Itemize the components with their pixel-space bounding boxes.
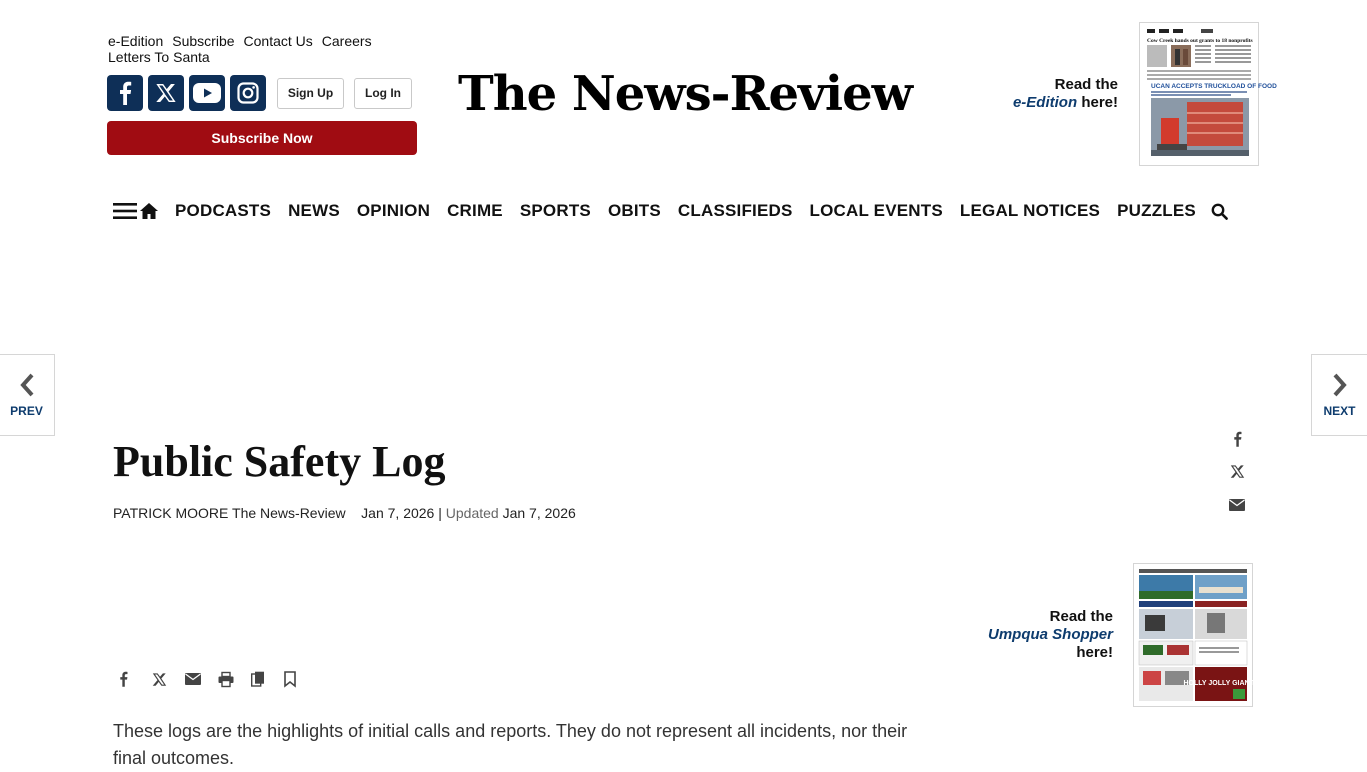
updated-date: Jan 7, 2026 bbox=[502, 505, 576, 521]
updated-label: Updated bbox=[445, 505, 499, 521]
facebook-icon bbox=[1233, 431, 1242, 447]
nav-crime[interactable]: CRIME bbox=[447, 201, 503, 220]
bookmark-icon bbox=[284, 671, 296, 687]
facebook-link[interactable] bbox=[107, 75, 143, 111]
eedition-link[interactable]: e-Edition bbox=[1012, 94, 1078, 111]
sign-up-button[interactable]: Sign Up bbox=[277, 78, 344, 109]
nav-news[interactable]: NEWS bbox=[288, 201, 340, 220]
shopper-thumbnail[interactable] bbox=[1133, 563, 1259, 707]
subscribe-now-button[interactable]: Subscribe Now bbox=[107, 121, 417, 155]
hamburger-icon bbox=[113, 202, 137, 220]
share-column bbox=[1226, 422, 1248, 521]
shopper-promo[interactable] bbox=[960, 608, 1113, 662]
nav-sports[interactable]: SPORTS bbox=[519, 201, 591, 220]
chevron-left-icon bbox=[18, 372, 36, 398]
prev-article-button[interactable] bbox=[0, 354, 55, 436]
article-lede: These logs are the highlights of initial calls and reports. They do not represent all incidents, nor their final outcomes. bbox=[113, 721, 908, 768]
top-utility-links bbox=[108, 33, 408, 65]
tool-email-button[interactable] bbox=[185, 668, 218, 690]
chevron-right-icon bbox=[1331, 372, 1349, 398]
share-facebook-button[interactable] bbox=[1226, 422, 1248, 455]
byline-separator: | bbox=[438, 505, 442, 521]
x-icon bbox=[1230, 464, 1245, 479]
nav-obits[interactable]: OBITS bbox=[607, 201, 661, 220]
nav-podcasts[interactable]: PODCASTS bbox=[175, 201, 272, 220]
youtube-link[interactable] bbox=[189, 75, 225, 111]
article-byline bbox=[113, 505, 576, 521]
share-x-button[interactable] bbox=[1226, 455, 1248, 488]
main-navigation bbox=[113, 198, 1263, 224]
log-in-button[interactable]: Log In bbox=[354, 78, 412, 109]
nav-puzzles[interactable]: PUZZLES bbox=[1117, 201, 1196, 220]
x-icon bbox=[152, 672, 167, 687]
shopper-link[interactable]: Umpqua Shopper bbox=[987, 626, 1113, 643]
article-tools bbox=[119, 668, 317, 690]
eedition-thumbnail[interactable] bbox=[1139, 22, 1277, 166]
home-link[interactable] bbox=[139, 202, 159, 220]
shopper-suffix: here! bbox=[1076, 644, 1113, 661]
shopper-prefix: Read the bbox=[1049, 608, 1113, 625]
x-icon bbox=[155, 82, 177, 104]
share-email-button[interactable] bbox=[1226, 488, 1248, 521]
published-date: Jan 7, 2026 bbox=[361, 505, 435, 521]
print-icon bbox=[218, 672, 234, 687]
tool-bookmark-button[interactable] bbox=[284, 668, 317, 690]
nav-legal-notices[interactable]: LEGAL NOTICES bbox=[959, 201, 1101, 220]
link-careers[interactable]: Careers bbox=[321, 33, 372, 49]
nav-opinion[interactable]: OPINION bbox=[356, 201, 431, 220]
next-article-button[interactable] bbox=[1311, 354, 1367, 436]
hamburger-menu[interactable] bbox=[113, 202, 137, 220]
nav-classifieds[interactable]: CLASSIFIEDS bbox=[677, 201, 793, 220]
facebook-icon bbox=[119, 671, 128, 687]
eedition-promo[interactable] bbox=[960, 76, 1118, 112]
tool-facebook-button[interactable] bbox=[119, 668, 152, 690]
article-title: Public Safety Log bbox=[113, 437, 446, 486]
instagram-icon bbox=[236, 81, 260, 105]
masthead-logo[interactable] bbox=[458, 62, 912, 126]
x-link[interactable] bbox=[148, 75, 184, 111]
copy-icon bbox=[251, 671, 265, 687]
next-label: NEXT bbox=[1323, 404, 1356, 418]
search-icon bbox=[1211, 203, 1228, 220]
search-button[interactable] bbox=[1211, 203, 1228, 220]
svg-text:The News-Review: The News-Review bbox=[458, 66, 912, 122]
svg-text:Cow Creek hands out grants to: Cow Creek hands out grants to 18 nonprofits bbox=[1147, 38, 1253, 44]
email-icon bbox=[1229, 499, 1245, 511]
author-link[interactable]: PATRICK MOORE The News-Review bbox=[113, 505, 346, 521]
link-e-edition[interactable]: e-Edition bbox=[108, 33, 164, 49]
tool-print-button[interactable] bbox=[218, 668, 251, 690]
social-account-row bbox=[107, 75, 412, 111]
link-letters-to-santa[interactable]: Letters To Santa bbox=[108, 49, 210, 65]
eedition-prefix: Read the bbox=[1054, 76, 1118, 93]
eedition-suffix: here! bbox=[1081, 94, 1118, 111]
svg-text:HOLLY JOLLY GIANTS: HOLLY JOLLY GIANTS bbox=[1183, 680, 1259, 687]
email-icon bbox=[185, 673, 201, 685]
tool-x-button[interactable] bbox=[152, 668, 185, 690]
nav-local-events[interactable]: LOCAL EVENTS bbox=[809, 201, 943, 220]
instagram-link[interactable] bbox=[230, 75, 266, 111]
home-icon bbox=[139, 202, 159, 220]
youtube-icon bbox=[193, 83, 221, 103]
prev-label: PREV bbox=[10, 404, 43, 418]
tool-copy-button[interactable] bbox=[251, 668, 284, 690]
link-contact-us[interactable]: Contact Us bbox=[243, 33, 313, 49]
svg-text:UCAN ACCEPTS TRUCKLOAD OF FOOD: UCAN ACCEPTS TRUCKLOAD OF FOOD bbox=[1151, 83, 1277, 90]
link-subscribe[interactable]: Subscribe bbox=[172, 33, 235, 49]
facebook-icon bbox=[118, 81, 132, 105]
